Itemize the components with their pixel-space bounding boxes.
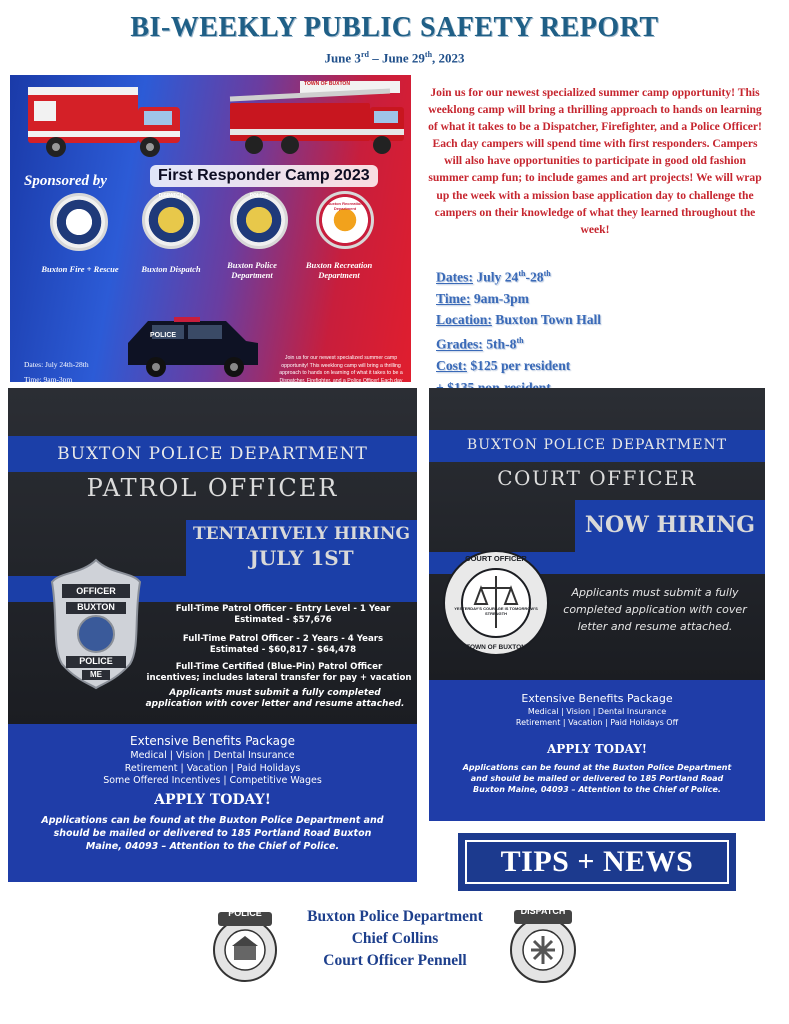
fire-seal-text: BUXTON	[68, 219, 90, 225]
footer-dept: Buxton Police Department	[307, 908, 483, 925]
footer-court-officer: Court Officer Pennell	[323, 952, 467, 969]
patrol-benefits-list: Medical | Vision | Dental Insurance Retirement | Vacation | Paid Holidays Some Offered Incentives | Competitive Wages	[103, 750, 322, 786]
patrol-hiring-line2: JULY 1ST	[249, 546, 354, 570]
footer-credits	[270, 906, 520, 972]
patrol-officer-flyer	[8, 388, 417, 882]
camp-flyer-blurb: Join us for our newest specialized summer camp opportunity! This weeklong camp will bring a thrilling approach to hands on learning of what it takes to be a Dispatcher, Firefighter, and a Police Officer! Each day	[279, 355, 403, 384]
sponsor-fire: Buxton Fire + Rescue	[41, 264, 119, 274]
court-apply-today: APPLY TODAY!	[546, 742, 648, 756]
footer-chief: Chief Collins	[351, 930, 439, 947]
court-seal-top-text: COURT OFFICER	[465, 554, 527, 563]
fire-truck-illustration	[220, 77, 410, 159]
court-apply-text: Applications can be found at the Buxton Police Department and should be mailed or delivered to 185 Portland Road Buxton Maine, 04093 – Attention to the Chief of Police.	[462, 763, 732, 794]
badge-state-text: ME	[90, 670, 102, 679]
police-seal-text: POLICE	[249, 193, 269, 199]
patrol-apply-today: APPLY TODAY!	[154, 792, 271, 808]
recreation-seal-text: Buxton Recreation Department	[327, 201, 363, 211]
report-title: BI-WEEKLY PUBLIC SAFETY REPORT	[130, 12, 659, 43]
court-benefits-list: Medical | Vision | Dental Insurance Retirement | Vacation | Paid Holidays Off	[515, 707, 679, 727]
court-dept-title: BUXTON POLICE DEPARTMENT	[466, 437, 728, 453]
dispatch-seal-icon	[142, 191, 200, 249]
court-benefits-title: Extensive Benefits Package	[521, 692, 673, 705]
dispatch-footer-seal-icon	[508, 906, 578, 988]
police-footer-seal-icon	[212, 908, 278, 988]
patrol-position-1: Full-Time Patrol Officer - Entry Level - 1 Year Estimated - $57,676	[175, 604, 391, 625]
police-footer-seal-text: POLICE	[228, 908, 262, 918]
patrol-hiring-line1: TENTATIVELY HIRING	[193, 524, 410, 544]
court-position-title: COURT OFFICER	[497, 466, 697, 490]
police-seal-icon	[230, 191, 288, 249]
ambulance-illustration	[20, 79, 190, 161]
patrol-must-submit: Applicants must submit a fully completed application with cover letter and resume attached.	[145, 688, 405, 709]
court-officer-flyer	[429, 388, 765, 821]
tips-news-label: TIPS + NEWS	[465, 840, 729, 884]
court-officer-seal-icon	[441, 548, 551, 658]
report-dates: June 3rd – June 29th, 2023	[324, 50, 465, 66]
patrol-position-2: Full-Time Patrol Officer - 2 Years - 4 Years Estimated - $60,817 - $64,478	[182, 634, 384, 655]
sponsor-police: Buxton Police Department	[227, 260, 277, 280]
badge-buxton-text: BUXTON	[77, 602, 115, 612]
sponsored-by-label: Sponsored by	[24, 173, 107, 189]
truck-sign: TOWN OF BUXTON	[304, 81, 350, 87]
sponsor-dispatch: Buxton Dispatch	[141, 264, 201, 274]
patrol-position-title: PATROL OFFICER	[86, 474, 339, 502]
badge-police-text: POLICE	[79, 656, 113, 666]
patrol-apply-text: Applications can be found at the Buxton Police Department and should be mailed or delivered to 185 Portland Road Buxton Maine, 04093 – Attention to the Chief of Police.	[41, 815, 384, 852]
patrol-position-3: Full-Time Certified (Blue-Pin) Patrol Officer incentives; includes lateral transfer for pay + vacation	[146, 662, 412, 683]
camp-intro-text: Join us for our newest specialized summer camp opportunity! This weeklong camp will bring a thrilling approach to hands on learning of what it takes to be a Dispatcher, Firefighter, and a Police Officer! Each day campers will spend time with first responders. Campers will also have opportunities to participate in good old fashion summer camp fun; to include games and art projects! We will wrap up the week with a mission base application day to challenge the campers on their knowledge of what they learned throughout the week!	[428, 86, 762, 236]
court-hiring: NOW HIRING	[584, 512, 756, 538]
court-seal-bottom-text: TOWN OF BUXTON	[466, 644, 526, 651]
camp-flyer-info: Dates: July 24th-28th Time: 9am-3pm	[24, 360, 89, 384]
patrol-dept-title: BUXTON POLICE DEPARTMENT	[57, 444, 368, 464]
patrol-benefits-title: Extensive Benefits Package	[130, 734, 295, 748]
badge-officer-text: OFFICER	[76, 586, 116, 596]
court-seal-motto: YESTERDAY'S COURAGE IS TOMORROW'S STRENGTH	[454, 606, 538, 616]
camp-details: Dates: July 24th-28th Time: 9am-3pm Location: Buxton Town Hall Grades: 5th-8th Cost: $125 per resident	[436, 269, 602, 374]
tips-news-banner[interactable]	[458, 833, 736, 891]
dispatch-footer-seal-text: DISPATCH	[520, 906, 566, 916]
sponsor-recreation: Buxton Recreation Department	[305, 260, 373, 280]
court-must-submit: Applicants must submit a fully completed application with cover letter and resume attached.	[563, 586, 747, 633]
recreation-seal-icon	[316, 191, 374, 249]
cruiser-text: POLICE	[150, 332, 177, 339]
camp-flyer-image	[10, 75, 411, 382]
camp-flyer-title: First Responder Camp 2023	[150, 165, 378, 187]
dispatch-seal-text: DISPATCH	[158, 193, 184, 199]
